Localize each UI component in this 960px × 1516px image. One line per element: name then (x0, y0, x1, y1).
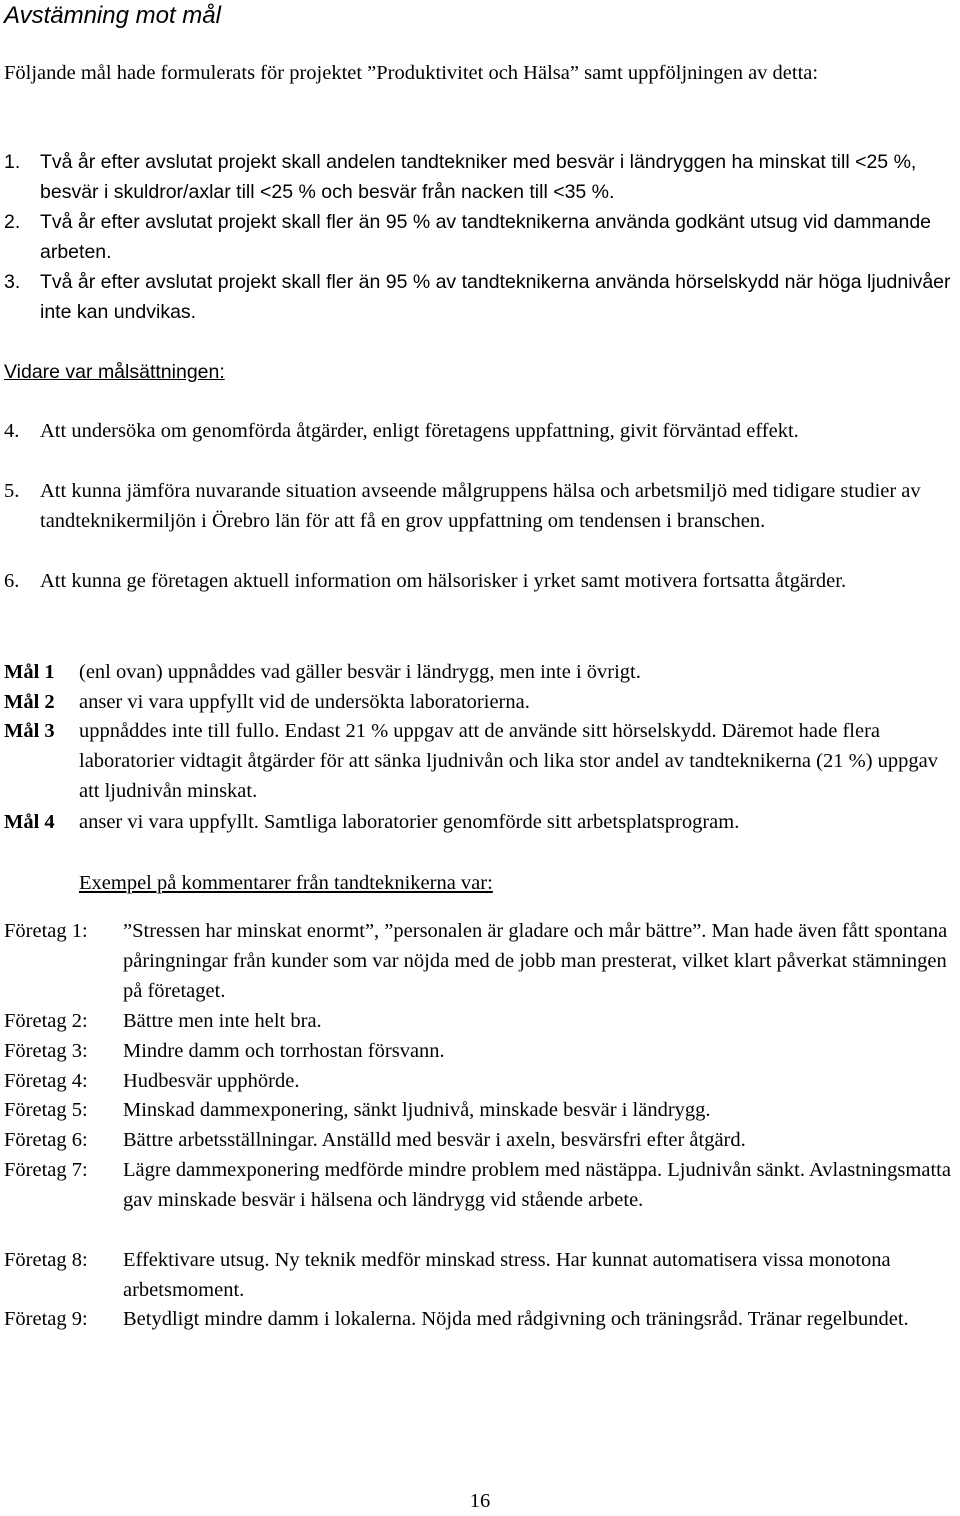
company-label: Företag 1: (4, 920, 88, 942)
goal-item-3 (4, 267, 956, 327)
comment-company-9 (4, 1304, 956, 1334)
aim-item-4 (4, 416, 956, 446)
aim-text: Att kunna jämföra nuvarande situation avseende målgruppens hälsa och arbetsmiljö med tidigare studier av tandteknikermiljön i Örebro län för att få en grov uppfattning om tendensen i branschen. (40, 480, 921, 532)
comment-company-4 (4, 1066, 956, 1096)
comments-heading-text: Exempel på kommentarer från tandteknikerna var: (79, 872, 493, 894)
goal-text: Två år efter avslutat projekt skall fler än 95 % av tandteknikerna använda hörselskydd när höga ljudnivåer inte kan undvikas. (40, 271, 951, 323)
company-label: Företag 8: (4, 1249, 88, 1271)
company-comment: Effektivare utsug. Ny teknik medför minskad stress. Har kunnat automatisera vissa monotona arbetsmoment. (123, 1249, 891, 1301)
company-label: Företag 6: (4, 1129, 88, 1151)
goal-text: Två år efter avslutat projekt skall fler än 95 % av tandteknikerna använda godkänt utsug vid dammande arbeten. (40, 211, 932, 263)
company-comment: Lägre dammexponering medförde mindre problem med nästäppa. Ljudnivån sänkt. Avlastningsmatta gav minskade besvär i hälsena och ländrygg vid stående arbete. (123, 1159, 951, 1211)
goal-number: 2. (4, 211, 21, 233)
outcome-text: anser vi vara uppfyllt vid de undersökta laboratorierna. (79, 691, 530, 713)
company-comment: Mindre damm och torrhostan försvann. (123, 1040, 445, 1062)
goal-item-1 (4, 147, 956, 207)
company-label: Företag 7: (4, 1159, 88, 1181)
aim-number: 5. (4, 480, 20, 502)
outcome-text: uppnåddes inte till fullo. Endast 21 % uppgav att de använde sitt hörselskydd. Däremot hade flera laboratorier vidtagit åtgärder för att sänka ljudnivån och lika stor andel av tandteknikerna (21 %) uppgav att ljudnivån minskat. (79, 720, 938, 802)
goal-number: 3. (4, 271, 21, 293)
intro-paragraph: Följande mål hade formulerats för projektet ”Produktivitet och Hälsa” samt uppföljningen av detta: (4, 62, 819, 84)
company-comment: Minskad dammexponering, sänkt ljudnivå, minskade besvär i ländrygg. (123, 1099, 711, 1121)
company-comment: Hudbesvär upphörde. (123, 1070, 300, 1092)
company-label: Företag 2: (4, 1010, 88, 1032)
outcome-label: Mål 2 (4, 691, 55, 713)
further-aims-heading-text: Vidare var målsättningen: (4, 361, 225, 383)
outcome-label: Mål 1 (4, 661, 55, 683)
aim-number: 6. (4, 570, 20, 592)
outcome-goal-1 (4, 657, 956, 687)
company-label: Företag 9: (4, 1308, 88, 1330)
outcome-goal-3 (4, 716, 956, 806)
goal-item-2 (4, 207, 956, 267)
section-heading: Avstämning mot mål (4, 2, 221, 29)
outcome-goal-2 (4, 687, 956, 717)
comment-company-5 (4, 1095, 956, 1125)
company-comment: Bättre arbetsställningar. Anställd med besvär i axeln, besvärsfri efter åtgärd. (123, 1129, 746, 1151)
goal-number: 1. (4, 151, 21, 173)
company-comment: Betydligt mindre damm i lokalerna. Nöjda med rådgivning och träningsråd. Tränar regelbundet. (123, 1308, 909, 1330)
comment-company-6 (4, 1125, 956, 1155)
page-number: 16 (469, 1490, 491, 1512)
company-label: Företag 4: (4, 1070, 88, 1092)
further-aims-heading (4, 357, 954, 387)
aim-number: 4. (4, 420, 20, 442)
company-comment: ”Stressen har minskat enormt”, ”personalen är gladare och mår bättre”. Man hade även fått spontana påringningar från kunder som var nöjda med de jobb man presterat, vilket klart påverkat stämningen på företaget. (123, 920, 948, 1002)
aim-item-6 (4, 566, 956, 596)
comment-company-1 (4, 916, 956, 1006)
outcome-text: (enl ovan) uppnåddes vad gäller besvär i ländrygg, men inte i övrigt. (79, 661, 641, 683)
company-comment: Bättre men inte helt bra. (123, 1010, 322, 1032)
aim-text: Att undersöka om genomförda åtgärder, enligt företagens uppfattning, givit förväntad effekt. (40, 420, 799, 442)
outcome-text: anser vi vara uppfyllt. Samtliga laboratorier genomförde sitt arbetsplatsprogram. (79, 811, 740, 833)
comments-heading (79, 868, 879, 898)
comment-company-7 (4, 1155, 956, 1215)
company-label: Företag 5: (4, 1099, 88, 1121)
company-label: Företag 3: (4, 1040, 88, 1062)
outcome-label: Mål 3 (4, 720, 55, 742)
comment-company-3 (4, 1036, 956, 1066)
comment-company-2 (4, 1006, 956, 1036)
goal-text: Två år efter avslutat projekt skall andelen tandtekniker med besvär i ländryggen ha minskat till <25 %, besvär i skuldror/axlar till <25 % och besvär från nacken till <35 %. (40, 151, 917, 203)
outcome-goal-4 (4, 807, 956, 837)
aim-text: Att kunna ge företagen aktuell information om hälsorisker i yrket samt motivera fortsatta åtgärder. (40, 570, 847, 592)
outcome-label: Mål 4 (4, 811, 55, 833)
aim-item-5 (4, 476, 956, 536)
comment-company-8 (4, 1245, 956, 1305)
